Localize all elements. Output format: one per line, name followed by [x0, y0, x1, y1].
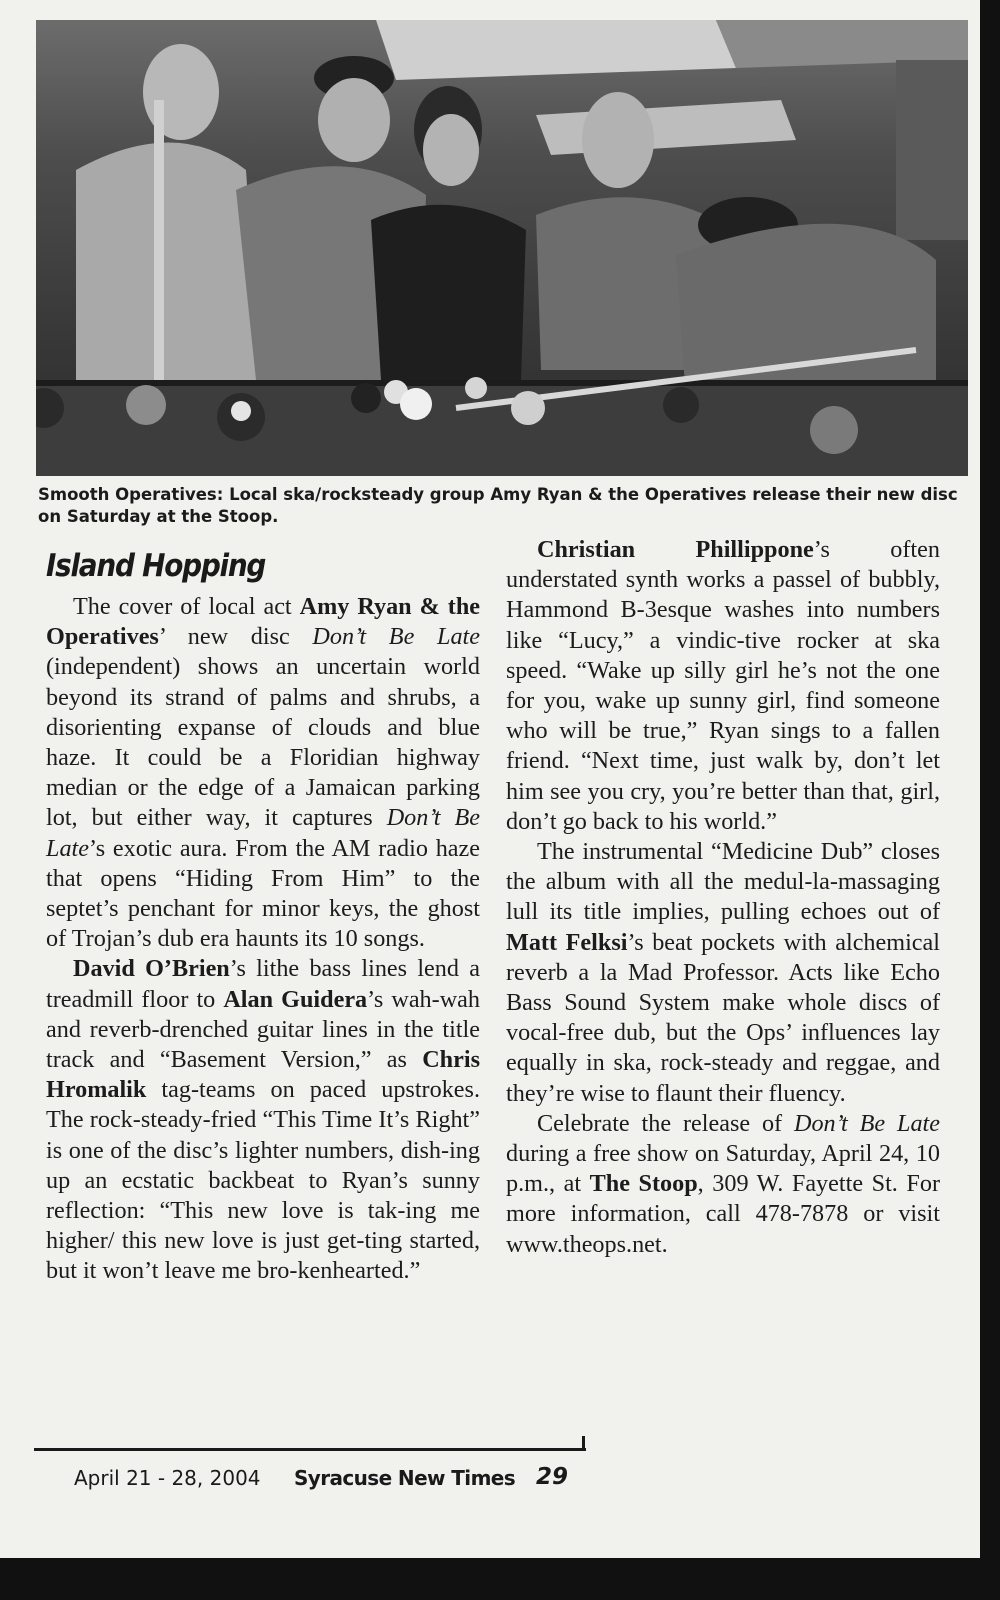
paragraph-text: ’s lithe bass lines lend a treadmill floor to	[46, 955, 480, 1013]
footer-rule	[34, 1448, 586, 1451]
name-bold: Chris Hromalik	[46, 1046, 480, 1104]
paragraph-text: The instrumental “Medicine Dub” closes the album with all the medul-la-massaging lull its title implies, pulling echoes out of	[506, 838, 940, 926]
name-bold: Christian Phillippone	[537, 536, 814, 563]
paragraph-text: during a free show on Saturday, April 24, 10 p.m., at	[506, 1140, 940, 1198]
name-bold: David O’Brien	[73, 955, 230, 983]
name-bold: Amy Ryan & the Operatives	[46, 593, 481, 651]
paragraph-text: (independent) shows an uncertain world beyond its strand of palms and shrubs, a disorienting expanse of clouds and blue haze. It could be a Floridian highway median or the edge of a Jamaican parking lot, but either way, it captures	[46, 653, 480, 832]
paragraph-text: ’s beat pockets with alchemical reverb a la Mad Professor. Acts like Echo Bass Sound System make whole discs of vocal-free dub, but the Ops’ influences lay equally in ska, rock-steady and reggae, and they’re wise to flaunt their fluency.	[506, 928, 940, 1107]
paragraph-text: ’ new disc	[158, 623, 313, 651]
article-paragraph	[506, 837, 940, 1109]
paragraph-text: ’s exotic aura. From the AM radio haze that opens “Hiding From Him” to the septet’s penchant for minor keys, the ghost of Trojan’s dub era haunts its 10 songs.	[46, 834, 480, 953]
title-italic: Don’t Be Late	[312, 623, 480, 651]
band-photo-illustration	[36, 20, 968, 476]
article-paragraph	[506, 1109, 940, 1260]
article-paragraph	[506, 535, 940, 837]
paragraph-text: ’s wah-wah and reverb-drenched guitar lines in the title track and “Basement Version,” as	[46, 985, 480, 1074]
title-italic: Don’t Be Late	[46, 804, 481, 862]
name-bold: Matt Felksi	[506, 928, 628, 956]
name-bold: The Stoop	[589, 1170, 698, 1198]
title-italic: Don’t Be Late	[793, 1109, 940, 1137]
article-column-right	[506, 535, 940, 1260]
photo-caption: Smooth Operatives: Local ska/rocksteady group Amy Ryan & the Operatives release their new disc on Saturday at the Stoop.	[38, 485, 958, 526]
paragraph-text: Celebrate the release of	[537, 1109, 794, 1137]
publication-name: Syracuse New Times	[294, 1466, 516, 1490]
issue-date: April 21 - 28, 2004	[74, 1466, 261, 1490]
paragraph-text: , 309 W. Fayette St. For more information, call 478-7878 or visit www.theops.net.	[506, 1170, 940, 1258]
name-bold: Alan Guidera	[223, 985, 368, 1013]
paragraph-text: The cover of local act	[73, 593, 300, 620]
footer-rule-tick	[582, 1436, 585, 1451]
page-number: 29	[536, 1464, 569, 1490]
article-paragraph	[46, 592, 480, 954]
article-paragraph	[46, 954, 480, 1286]
paragraph-text: tag-teams on paced upstrokes. The rock-steady-fried “This Time It’s Right” is one of the disc’s lighter numbers, dish-ing up an ecstatic backbeat to Ryan’s sunny reflection: “This new love is tak-ing me higher/ this new love is just get-ting started, but it won’t leave me bro-kenhearted.”	[46, 1076, 480, 1285]
band-photo	[36, 20, 968, 476]
article-column-left	[46, 592, 480, 1287]
article-headline: Island Hopping	[46, 548, 266, 584]
paragraph-text: ’s often understated synth works a passel of bubbly, Hammond B-3esque washes into numbers like “Lucy,” a vindic-tive rocker at ska speed. “Wake up silly girl he’s not the one for you, wake up sunny girl, find someone who will be true,” Ryan sings to a fallen friend. “Next time, just walk by, don’t let him see you cry, you’re better than that, girl, don’t go back to his world.”	[506, 536, 940, 835]
